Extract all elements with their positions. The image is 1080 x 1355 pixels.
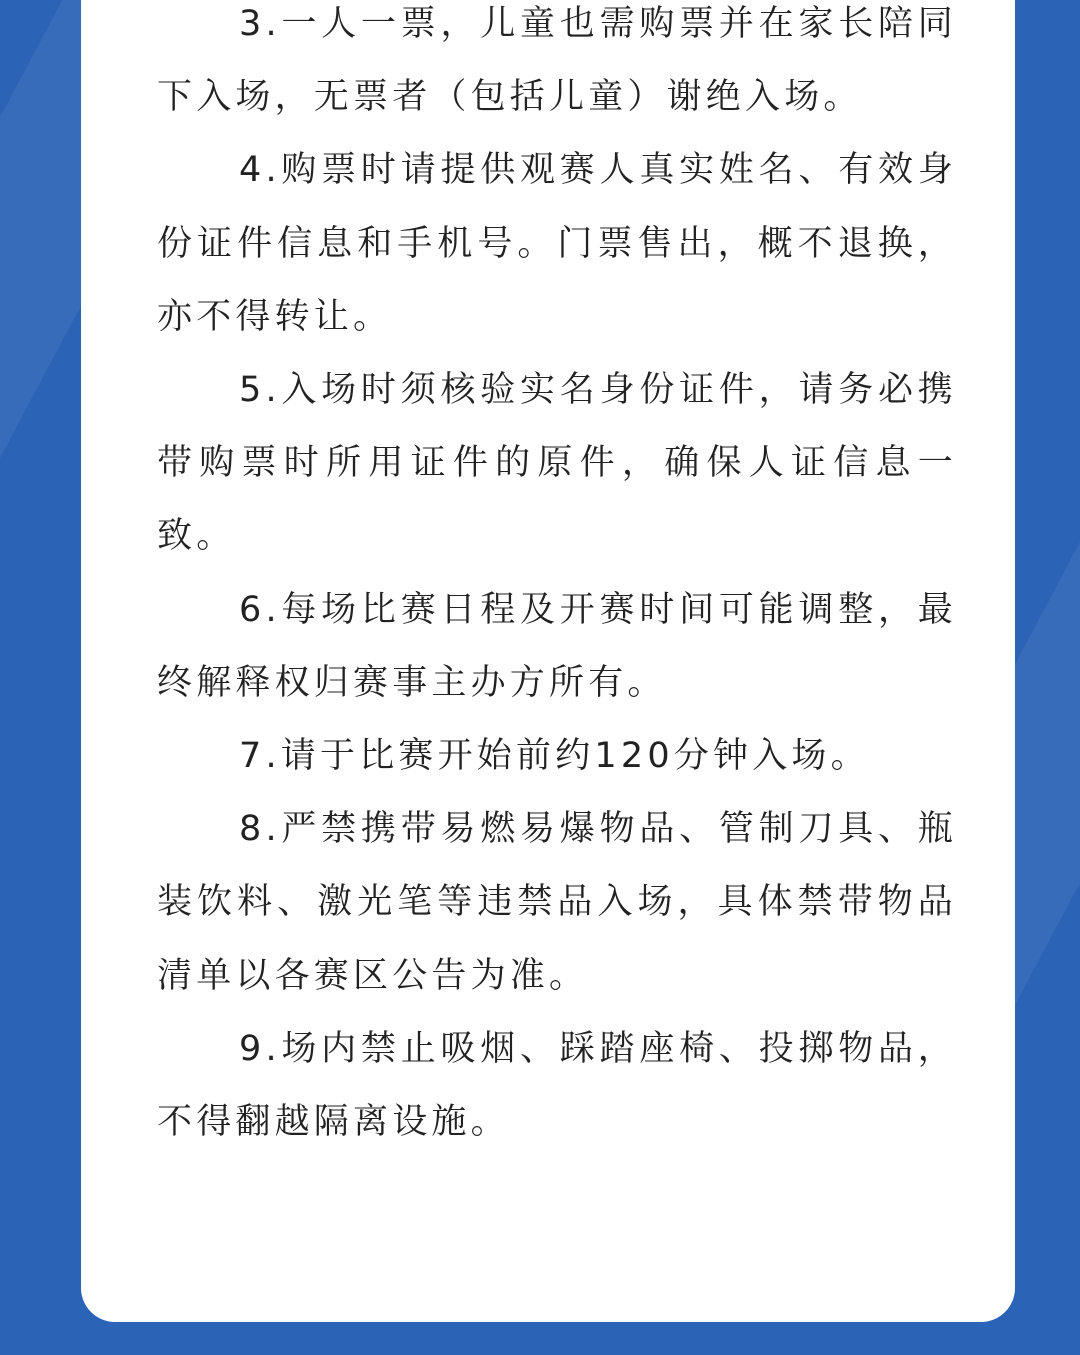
notice-item-5: 5.入场时须核验实名身份证件，请务必携带购票时所用证件的原件，确保人证信息一致。 — [157, 370, 957, 557]
notice-list — [157, 0, 957, 1159]
notice-item-8: 8.严禁携带易燃易爆物品、管制刀具、瓶装饮料、激光笔等违禁品入场，具体禁带物品清单以各赛区公告为准。 — [157, 809, 957, 996]
notice-item-7: 7.请于比赛开始前约120分钟入场。 — [239, 736, 870, 777]
notice-item-4: 4.购票时请提供观赛人真实姓名、有效身份证件信息和手机号。门票售出，概不退换，亦不得转让。 — [157, 150, 957, 337]
notice-item-3: 3.一人一票，儿童也需购票并在家长陪同下入场，无票者（包括儿童）谢绝入场。 — [157, 4, 957, 118]
notice-item-6: 6.每场比赛日程及开赛时间可能调整，最终解释权归赛事主办方所有。 — [157, 589, 957, 703]
notice-item-9: 9.场内禁止吸烟、踩踏座椅、投掷物品，不得翻越隔离设施。 — [157, 1028, 957, 1143]
